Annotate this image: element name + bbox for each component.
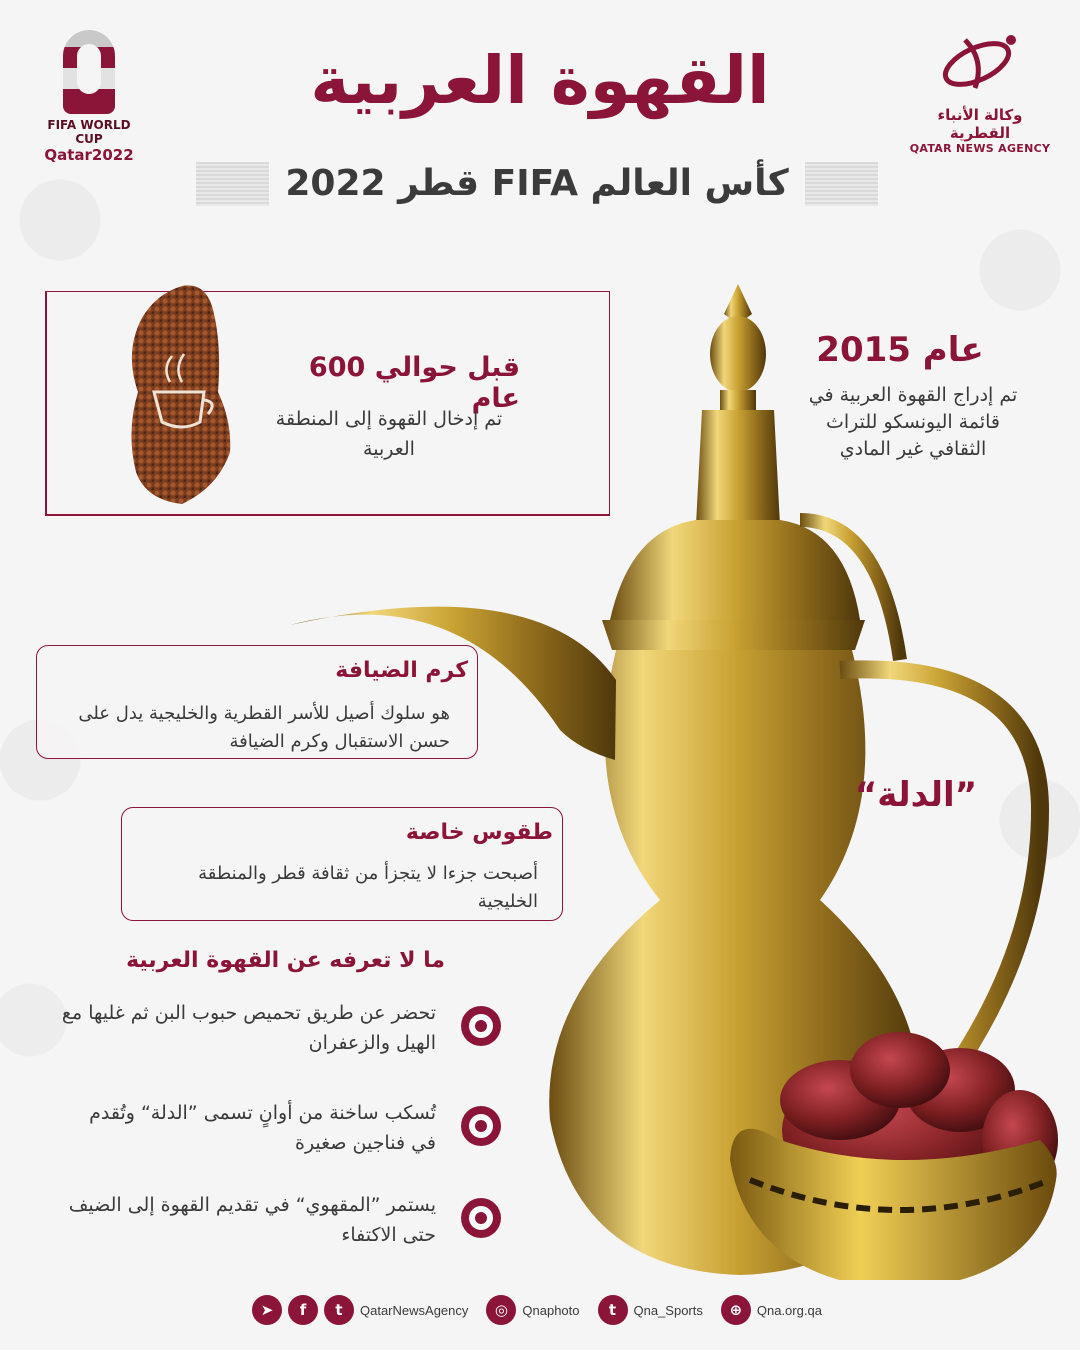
- fifa-logo-line1: FIFA WORLD CUP: [47, 118, 131, 146]
- fifa-world-cup-logo: [34, 30, 144, 164]
- fact-item: تحضر عن طريق تحميص حبوب البن ثم غليها مع الهيل والزعفران: [61, 1002, 436, 1054]
- fifa-emblem-icon: [63, 30, 115, 114]
- history-text: تم إدخال القهوة إلى المنطقة العربية: [275, 408, 503, 460]
- bullet-target-icon: [461, 1106, 501, 1146]
- subtitle-wrapper: [196, 160, 878, 208]
- twitter-icon[interactable]: t: [598, 1295, 628, 1325]
- qna-atom-icon: [935, 30, 1025, 92]
- unesco-text: تم إدراج القهوة العربية في قائمة اليونسكو للتراث الثقافي غير المادي: [808, 384, 1018, 460]
- page-subtitle: كأس العالم FIFA قطر 2022: [269, 160, 804, 208]
- qna-arabic-name: وكالة الأنباء القطرية: [937, 106, 1023, 142]
- fact-item: تُسكب ساخنة من أوانٍ تسمى ”الدلة“ وتُقدم في فناجين صغيرة: [89, 1102, 436, 1154]
- unesco-heading-text: عام 2015: [816, 330, 984, 370]
- fact-item: يستمر ”المقهوي“ في تقديم القهوة إلى الضيف حتى الاكتفاء: [68, 1194, 436, 1246]
- bullet-target-icon: [461, 1006, 501, 1046]
- sports-handle-link[interactable]: Qna_Sports: [633, 1302, 703, 1318]
- social-footer: [252, 1290, 832, 1330]
- page-title: القهوة العربية: [310, 42, 770, 119]
- unesco-heading: [800, 330, 1000, 370]
- hospitality-text: هو سلوك أصيل للأسر القطرية والخليجية يدل على حسن الاستقبال وكرم الضيافة: [78, 703, 450, 752]
- fifa-logo-line2: Qatar2022: [44, 146, 134, 164]
- globe-icon[interactable]: ⊕: [721, 1295, 751, 1325]
- website-link[interactable]: Qna.org.qa: [756, 1302, 822, 1318]
- rituals-text: أصبحت جزءا لا يتجزأ من ثقافة قطر والمنطقة الخليجية: [198, 863, 538, 912]
- bullet-target-icon: [461, 1198, 501, 1238]
- rituals-heading: طقوس خاصة: [405, 820, 553, 845]
- main-handle-link[interactable]: QatarNewsAgency: [360, 1302, 469, 1318]
- facebook-icon[interactable]: f: [288, 1295, 318, 1325]
- twitter-icon[interactable]: t: [324, 1295, 354, 1325]
- telegram-icon[interactable]: ➤: [252, 1295, 282, 1325]
- dallah-label: ”الدلة“: [854, 775, 978, 815]
- history-box-bottom: [45, 514, 610, 516]
- hospitality-heading: كرم الضيافة: [335, 658, 468, 683]
- history-heading: قبل حوالي 600 عام: [308, 352, 520, 414]
- qna-english-name: QATAR NEWS AGENCY: [909, 142, 1051, 155]
- facts-heading: ما لا تعرفه عن القهوة العربية: [126, 948, 445, 973]
- history-box-left: [45, 291, 47, 515]
- instagram-icon[interactable]: ◎: [486, 1295, 516, 1325]
- qna-logo: [905, 30, 1055, 160]
- qatar-map-coffee-beans-icon: [122, 282, 238, 508]
- instagram-handle-link[interactable]: Qnaphoto: [522, 1302, 580, 1318]
